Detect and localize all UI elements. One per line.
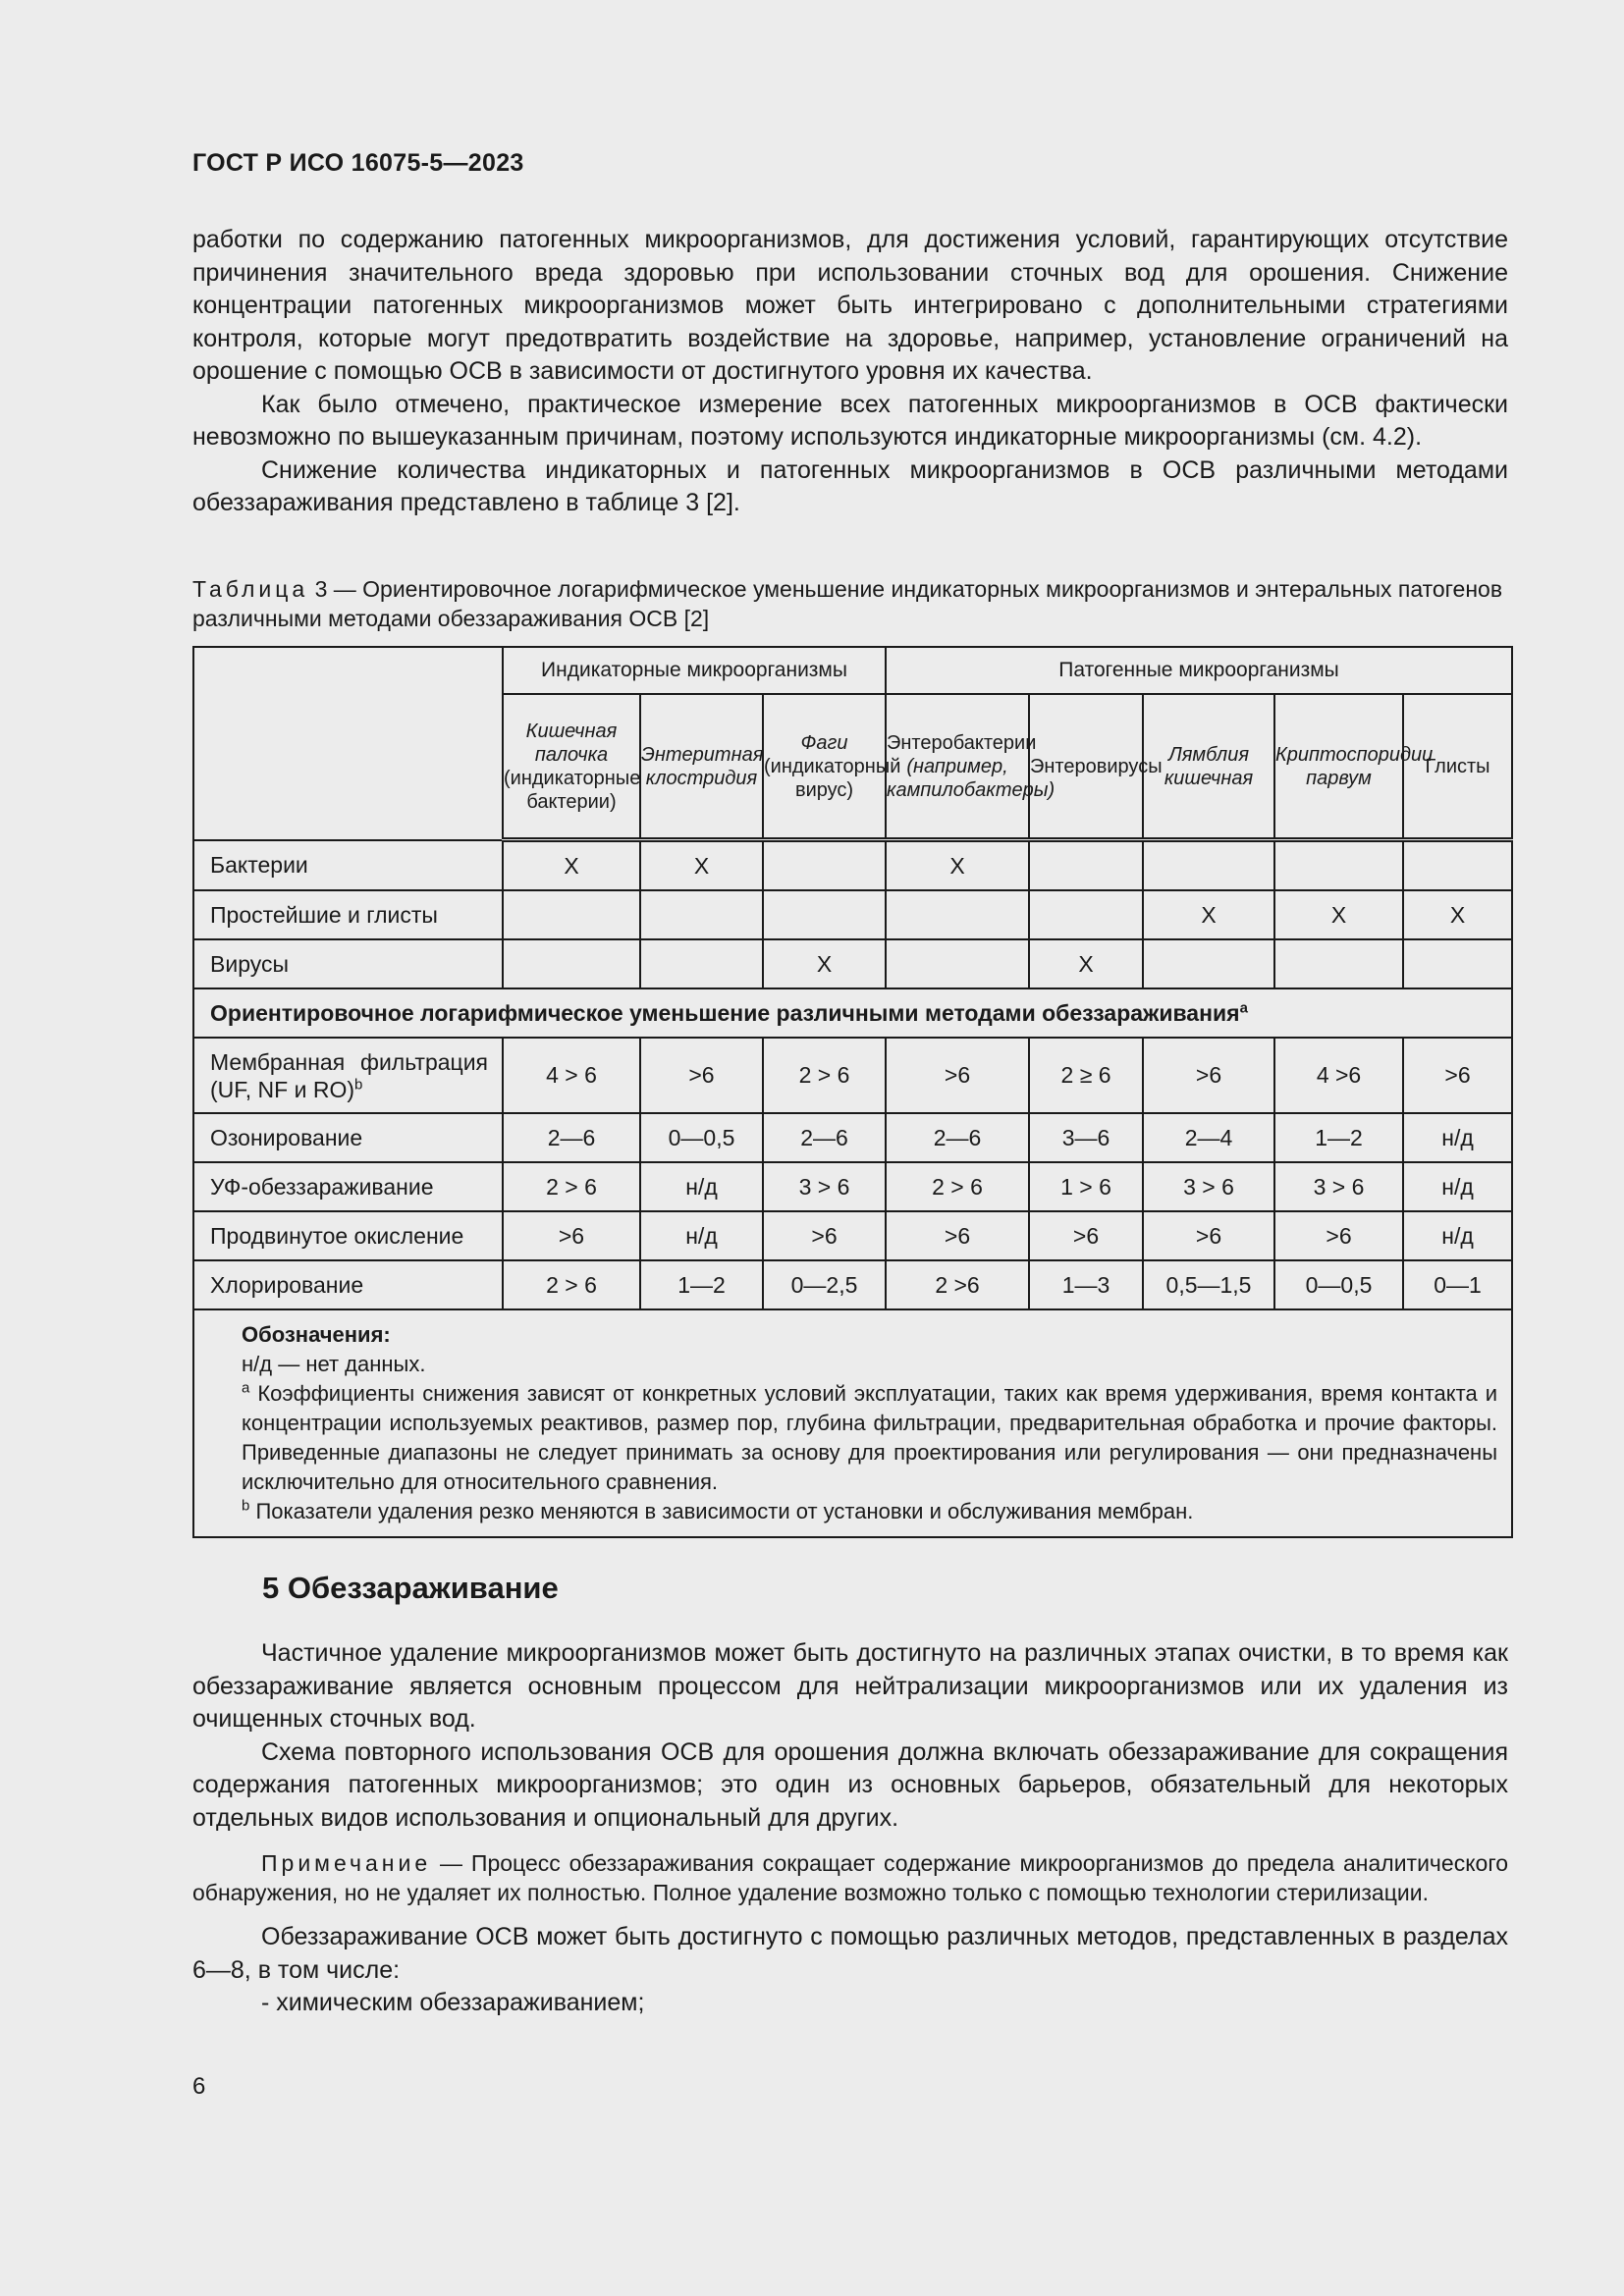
organism-type-row <box>193 890 1512 939</box>
method-row <box>193 1211 1512 1260</box>
organism-type-cell <box>763 890 886 939</box>
membrane-cell: >6 <box>640 1038 763 1113</box>
method-cell: 2 > 6 <box>503 1162 640 1211</box>
organism-type-cell <box>886 939 1029 988</box>
reduction-table <box>192 646 1511 1538</box>
intro-paragraph-3: Снижение количества индикаторных и патогенных микроорганизмов в ОСВ различными методами обеззараживания представлено в таблице 3 [2]. <box>192 455 1508 516</box>
intro-paragraph-2: Как было отмечено, практическое измерение всех патогенных микроорганизмов в ОСВ фактически невозможно по вышеуказанным причинам, поэтому используются индикаторные микроорганизмы (см. 4.2). <box>192 390 1508 451</box>
page-number: 6 <box>192 2073 206 2100</box>
method-row <box>193 1113 1512 1162</box>
organism-type-cell <box>1143 939 1274 988</box>
header-col-enteroviruses: Энтеровирусы <box>1029 694 1143 840</box>
organism-type-cell: X <box>1403 890 1512 939</box>
method-cell: 0—2,5 <box>763 1260 886 1309</box>
membrane-label: Мембранная фильтрация (UF, NF и RO)$^b$ <box>193 1038 503 1113</box>
method-cell: н/д <box>1403 1113 1512 1162</box>
header-indicator-group: Индикаторные микроорганизмы <box>503 647 886 694</box>
method-cell: 3 > 6 <box>763 1162 886 1211</box>
section-row: Ориентировочное логарифмическое уменьшение различными методами обеззараживания$^a$ <box>193 988 1512 1038</box>
method-cell: 2—6 <box>763 1113 886 1162</box>
organism-type-cell <box>1029 840 1143 891</box>
organism-type-cell: X <box>503 840 640 891</box>
membrane-cell: >6 <box>1403 1038 1512 1113</box>
membrane-cell: 2 ≥ 6 <box>1029 1038 1143 1113</box>
section-title: 5 Обеззараживание <box>262 1571 559 1605</box>
organism-type-cell <box>1143 840 1274 891</box>
method-cell: н/д <box>640 1211 763 1260</box>
method-cell: >6 <box>1029 1211 1143 1260</box>
organism-type-cell <box>1029 890 1143 939</box>
organism-type-cell <box>1274 939 1403 988</box>
membrane-cell: 4 > 6 <box>503 1038 640 1113</box>
section-paragraph-2: Схема повторного использования ОСВ для орошения должна включать обеззараживание для сокращения содержания патогенных микроорганизмов; это один из основных барьеров, обязательный для некоторых отдельных видов использования и опциональный для других. <box>192 1737 1508 1832</box>
method-label: Хлорирование <box>193 1260 503 1309</box>
section-paragraph-1: Частичное удаление микроорганизмов может быть достигнуто на различных этапах очистки, в то время как обеззараживание является основным процессом для нейтрализации микроорганизмов или их удаления из очищенных сточных вод. <box>192 1639 1508 1733</box>
organism-type-label: Бактерии <box>193 840 503 891</box>
organism-type-cell <box>640 939 763 988</box>
organism-type-cell: X <box>640 840 763 891</box>
organism-type-label: Вирусы <box>193 939 503 988</box>
section-note: Примечание — Процесс обеззараживания сокращает содержание микроорганизмов до предела аналитического обнаружения, но не удаляет их полностью. Полное удаление возможно только с помощью технологии стерилизации. <box>192 1850 1508 1905</box>
intro-paragraph-1: работки по содержанию патогенных микроорганизмов, для достижения условий, гарантирующих отсутствие причинения значительного вреда здоровью при использовании сточных вод для орошения. Снижение концентрации патогенных микроорганизмов может быть интегрировано с дополнительными стратегиями контроля, которые могут предотвратить воздействие на здоровье, например, установление ограничений на орошение с помощью ОСВ в зависимости от достигнутого уровня их качества. <box>192 226 1508 385</box>
method-cell: 2 > 6 <box>503 1260 640 1309</box>
notes-title: Обозначения: <box>242 1322 391 1347</box>
organism-type-cell <box>886 890 1029 939</box>
note-a: $^a$ Коэффициенты снижения зависят от конкретных условий эксплуатации, таких как время удерживания, время контакта и концентрации используемых реактивов, размер пор, глубина фильтрации, предварительная обработка и прочие факторы. Приведенные диапазоны не следует принимать за основу для проектирования или регулирования — они предназначены исключительно для относительного сравнения. <box>242 1379 1498 1494</box>
method-cell: 0—0,5 <box>640 1113 763 1162</box>
note-b: $^b$ Показатели удаления резко меняются в зависимости от установки и обслуживания мембран. <box>242 1497 1194 1523</box>
organism-type-cell <box>503 890 640 939</box>
header-col-enterobacteria: Энтеробактерии (например, кампилобактеры) <box>886 694 1029 840</box>
organism-type-cell <box>1403 840 1512 891</box>
membrane-cell: 2 > 6 <box>763 1038 886 1113</box>
organism-type-cell: X <box>1143 890 1274 939</box>
table-caption-text: 3 — Ориентировочное логарифмическое уменьшение индикаторных микроорганизмов и энтеральных патогенов различными методами обеззараживания ОСВ [2] <box>192 576 1503 631</box>
organism-type-cell: X <box>763 939 886 988</box>
header-blank-cell <box>193 647 503 840</box>
section-paragraph-3: Обеззараживание ОСВ может быть достигнуто с помощью различных методов, представленных в разделах 6—8, в том числе: <box>192 1923 1508 1984</box>
section-list-item: - химическим обеззараживанием; <box>261 1989 645 2016</box>
method-cell: 3 > 6 <box>1143 1162 1274 1211</box>
organism-type-label: Простейшие и глисты <box>193 890 503 939</box>
method-cell: н/д <box>1403 1211 1512 1260</box>
organism-type-row <box>193 840 1512 891</box>
method-cell: 1—2 <box>1274 1113 1403 1162</box>
note-nd: н/д — нет данных. <box>242 1352 426 1376</box>
header-col-giardia: Лямблия кишечная <box>1143 694 1274 840</box>
method-cell: >6 <box>503 1211 640 1260</box>
method-label: Озонирование <box>193 1113 503 1162</box>
method-cell: н/д <box>1403 1162 1512 1211</box>
method-cell: 0,5—1,5 <box>1143 1260 1274 1309</box>
method-cell: 1 > 6 <box>1029 1162 1143 1211</box>
header-pathogen-group: Патогенные микроорганизмы <box>886 647 1512 694</box>
method-cell: 2 > 6 <box>886 1162 1029 1211</box>
method-row <box>193 1162 1512 1211</box>
method-label: УФ-обеззараживание <box>193 1162 503 1211</box>
header-col-clostridia: Энтеритная клостридия <box>640 694 763 840</box>
method-cell: 0—1 <box>1403 1260 1512 1309</box>
organism-type-cell: X <box>1029 939 1143 988</box>
table-notes <box>193 1309 1512 1537</box>
header-col-ecoli: Кишечная палочка (индикаторные бактерии) <box>503 694 640 840</box>
header-col-helminths: Глисты <box>1403 694 1512 840</box>
organism-type-cell <box>763 840 886 891</box>
method-cell: 2—6 <box>886 1113 1029 1162</box>
method-cell: 3—6 <box>1029 1113 1143 1162</box>
header-col-cryptosporidium: Криптоспоридии парвум <box>1274 694 1403 840</box>
method-cell: >6 <box>886 1211 1029 1260</box>
method-cell: >6 <box>1274 1211 1403 1260</box>
method-cell: 1—3 <box>1029 1260 1143 1309</box>
organism-type-cell: X <box>1274 890 1403 939</box>
method-cell: 1—2 <box>640 1260 763 1309</box>
method-cell: 0—0,5 <box>1274 1260 1403 1309</box>
method-cell: 3 > 6 <box>1274 1162 1403 1211</box>
table-caption <box>192 574 1508 633</box>
organism-type-row <box>193 939 1512 988</box>
method-cell: н/д <box>640 1162 763 1211</box>
membrane-cell: >6 <box>886 1038 1029 1113</box>
method-row <box>193 1260 1512 1309</box>
membrane-cell: 4 >6 <box>1274 1038 1403 1113</box>
membrane-row <box>193 1038 1512 1113</box>
section-text <box>192 1637 1508 2020</box>
organism-type-cell: X <box>886 840 1029 891</box>
method-cell: >6 <box>763 1211 886 1260</box>
organism-type-cell <box>1274 840 1403 891</box>
organism-type-cell <box>640 890 763 939</box>
table-caption-label: Таблица <box>192 576 309 602</box>
document-header: ГОСТ Р ИСО 16075-5—2023 <box>192 149 524 177</box>
membrane-cell: >6 <box>1143 1038 1274 1113</box>
intro-text <box>192 224 1508 520</box>
organism-type-cell <box>1403 939 1512 988</box>
method-cell: >6 <box>1143 1211 1274 1260</box>
organism-type-cell <box>503 939 640 988</box>
method-cell: 2—6 <box>503 1113 640 1162</box>
method-cell: 2—4 <box>1143 1113 1274 1162</box>
method-label: Продвинутое окисление <box>193 1211 503 1260</box>
method-cell: 2 >6 <box>886 1260 1029 1309</box>
header-col-phages: Фаги (индикаторный вирус) <box>763 694 886 840</box>
